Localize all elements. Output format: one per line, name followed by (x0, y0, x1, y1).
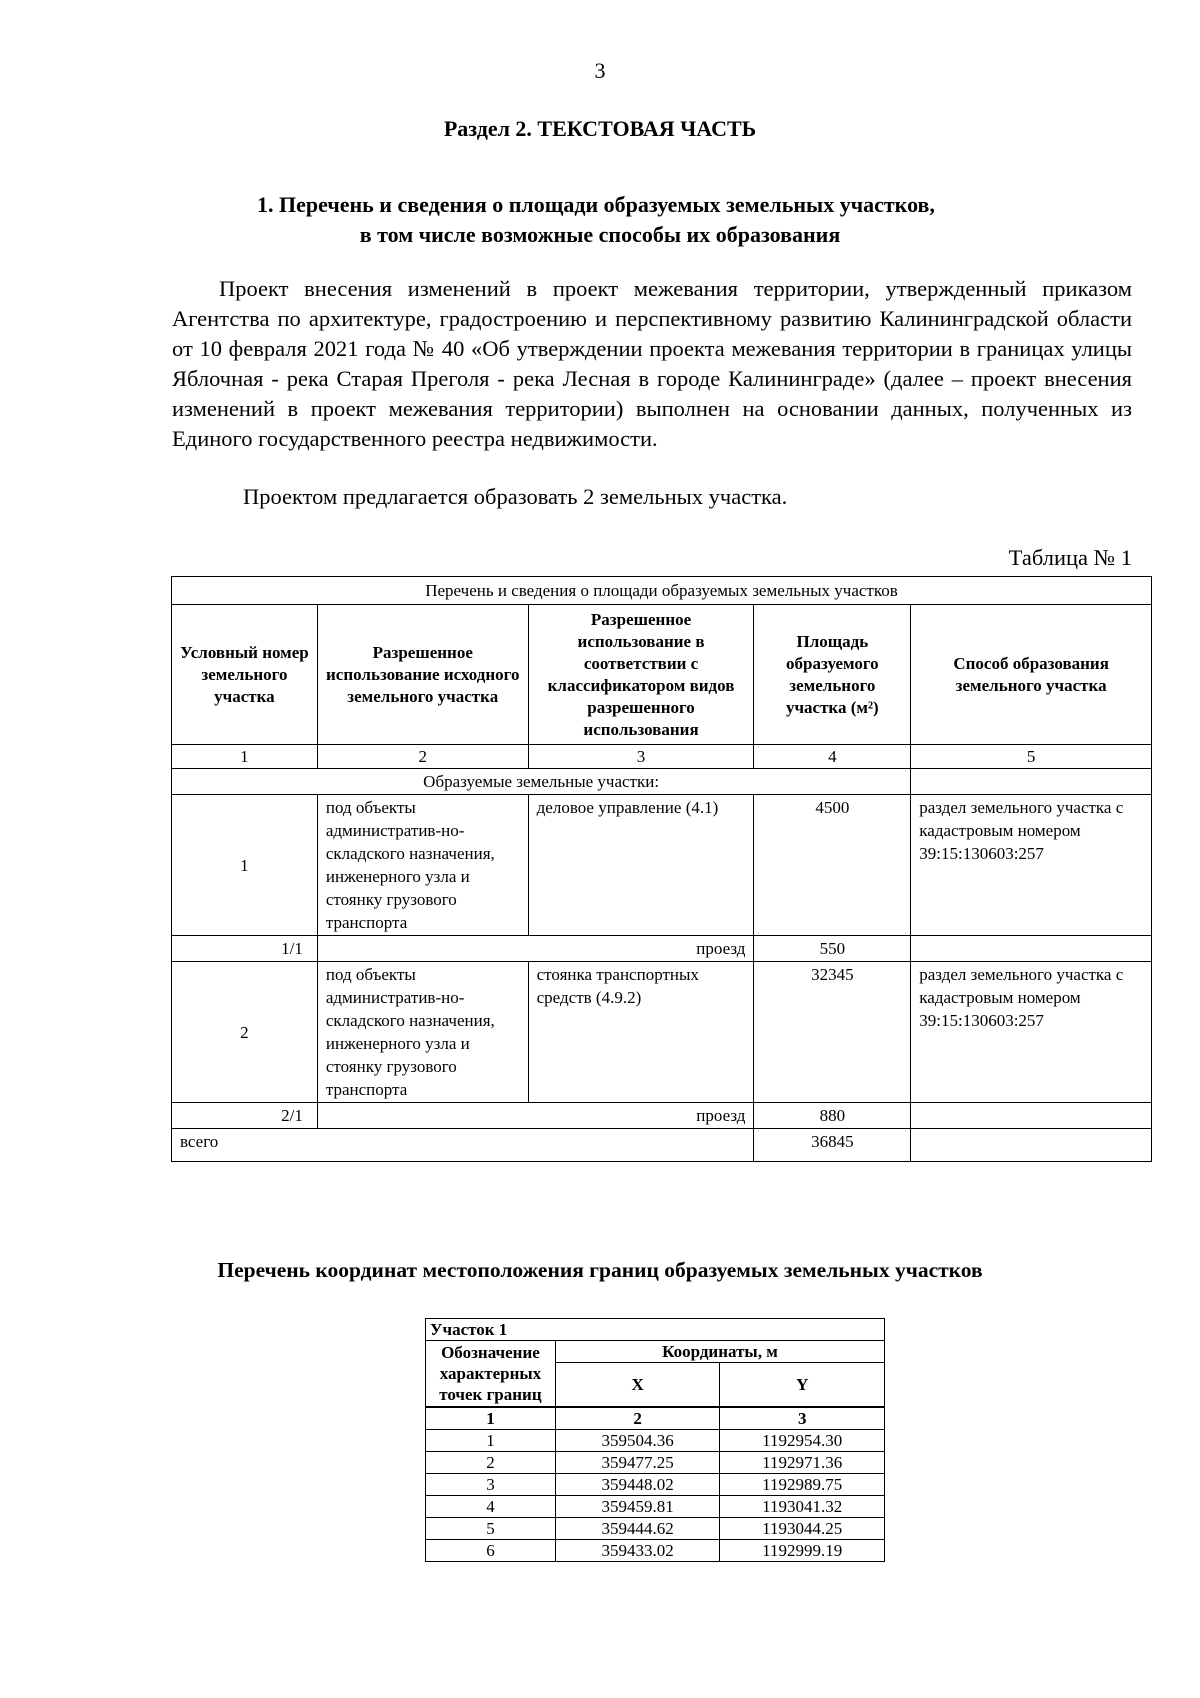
col-number: 2 (317, 745, 528, 769)
plot-number: 1 (172, 795, 318, 936)
table-row (426, 1473, 885, 1495)
subplot-number: 1/1 (172, 936, 318, 962)
header-method: Способ образования земельного участка (911, 605, 1152, 745)
empty-cell (911, 1129, 1152, 1162)
plot-area: 32345 (754, 962, 911, 1103)
col-number: 2 (555, 1407, 720, 1430)
coord-x: 359477.25 (555, 1451, 720, 1473)
col-number: 3 (528, 745, 754, 769)
subplot-label: проезд (317, 936, 754, 962)
table-row (426, 1495, 885, 1517)
coordinates-table (425, 1318, 885, 1562)
coordinates-title: Перечень координат местоположения границ образуемых земельных участков (217, 1258, 983, 1282)
heading-line-2: в том числе возможные способы их образования (359, 222, 841, 247)
header-plot-number: Условный номер земельного участка (172, 605, 318, 745)
table-row (426, 1429, 885, 1451)
total-area: 36845 (754, 1129, 911, 1162)
coord-x: 359444.62 (555, 1517, 720, 1539)
original-use: под объекты административ-но-складского назначения, инженерного узла и стоянку грузового транспорта (317, 795, 528, 936)
coord-y: 1192999.19 (720, 1539, 885, 1561)
table-row (426, 1451, 885, 1473)
coord-y: 1192954.30 (720, 1429, 885, 1451)
classifier-use: стоянка транспортных средств (4.9.2) (528, 962, 754, 1103)
coord-y: 1192971.36 (720, 1451, 885, 1473)
table-title: Перечень и сведения о площади образуемых земельных участков (172, 577, 1152, 605)
header-y: Y (720, 1363, 885, 1407)
table-row (426, 1539, 885, 1561)
group-label: Образуемые земельные участки: (172, 769, 911, 795)
col-number: 5 (911, 745, 1152, 769)
table-subrow (172, 936, 1152, 962)
point-id: 1 (426, 1429, 556, 1451)
header-original-use: Разрешенное использование исходного земельного участка (317, 605, 528, 745)
subplot-area: 880 (754, 1103, 911, 1129)
col-number: 1 (172, 745, 318, 769)
coord-y: 1193044.25 (720, 1517, 885, 1539)
formation-method: раздел земельного участка с кадастровым номером 39:15:130603:257 (911, 962, 1152, 1103)
col-number: 3 (720, 1407, 885, 1430)
coord-x: 359433.02 (555, 1539, 720, 1561)
point-id: 5 (426, 1517, 556, 1539)
page-number: 3 (594, 58, 606, 83)
coord-x: 359504.36 (555, 1429, 720, 1451)
table-row (426, 1517, 885, 1539)
subplot-label: проезд (317, 1103, 754, 1129)
table-subrow (172, 1103, 1152, 1129)
coord-x: 359448.02 (555, 1473, 720, 1495)
empty-cell (911, 936, 1152, 962)
subplot-area: 550 (754, 936, 911, 962)
total-label: всего (172, 1129, 754, 1162)
original-use: под объекты административ-но-складского назначения, инженерного узла и стоянку грузового транспорта (317, 962, 528, 1103)
table-caption: Таблица № 1 (1008, 545, 1132, 570)
header-x: X (555, 1363, 720, 1407)
point-id: 4 (426, 1495, 556, 1517)
formation-method: раздел земельного участка с кадастровым номером 39:15:130603:257 (911, 795, 1152, 936)
plot-number: 2 (172, 962, 318, 1103)
classifier-use: деловое управление (4.1) (528, 795, 754, 936)
section-title: Раздел 2. ТЕКСТОВАЯ ЧАСТЬ (443, 116, 757, 141)
plots-count-paragraph: Проектом предлагается образовать 2 земельных участка. (243, 484, 788, 509)
coord-x: 359459.81 (555, 1495, 720, 1517)
heading-line-1: 1. Перечень и сведения о площади образуемых земельных участков, (257, 192, 935, 217)
header-coordinates: Координаты, м (555, 1341, 884, 1363)
point-id: 2 (426, 1451, 556, 1473)
empty-cell (911, 769, 1152, 795)
header-area: Площадь образуемого земельного участка (м²) (754, 605, 911, 745)
col-number: 1 (426, 1407, 556, 1430)
plot-label: Участок 1 (426, 1319, 885, 1341)
total-row (172, 1129, 1152, 1162)
point-id: 6 (426, 1539, 556, 1561)
col-number: 4 (754, 745, 911, 769)
header-classifier-use: Разрешенное использование в соответствии с классификатором видов разрешенного использования (528, 605, 754, 745)
point-id: 3 (426, 1473, 556, 1495)
subplot-number: 2/1 (172, 1103, 318, 1129)
empty-cell (911, 1103, 1152, 1129)
coord-y: 1193041.32 (720, 1495, 885, 1517)
plots-table (171, 576, 1152, 1162)
plot-area: 4500 (754, 795, 911, 936)
table-row (172, 795, 1152, 936)
intro-paragraph: Проект внесения изменений в проект межевания территории, утвержденный приказом Агентства по архитектуре, градостроению и перспективному развитию Калининградской области от 10 февраля 2021 года № 40 «Об утверждении проекта межевания территории в границах улицы Яблочная - река Старая Преголя - река Лесная в городе Калининграде» (далее – проект внесения изменений в проект межевания территории) выполнен на основании данных, полученных из Единого государственного реестра недвижимости. (172, 276, 1132, 451)
coord-y: 1192989.75 (720, 1473, 885, 1495)
table-row (172, 962, 1152, 1103)
header-point-designation: Обозначение характерных точек границ (426, 1341, 556, 1407)
